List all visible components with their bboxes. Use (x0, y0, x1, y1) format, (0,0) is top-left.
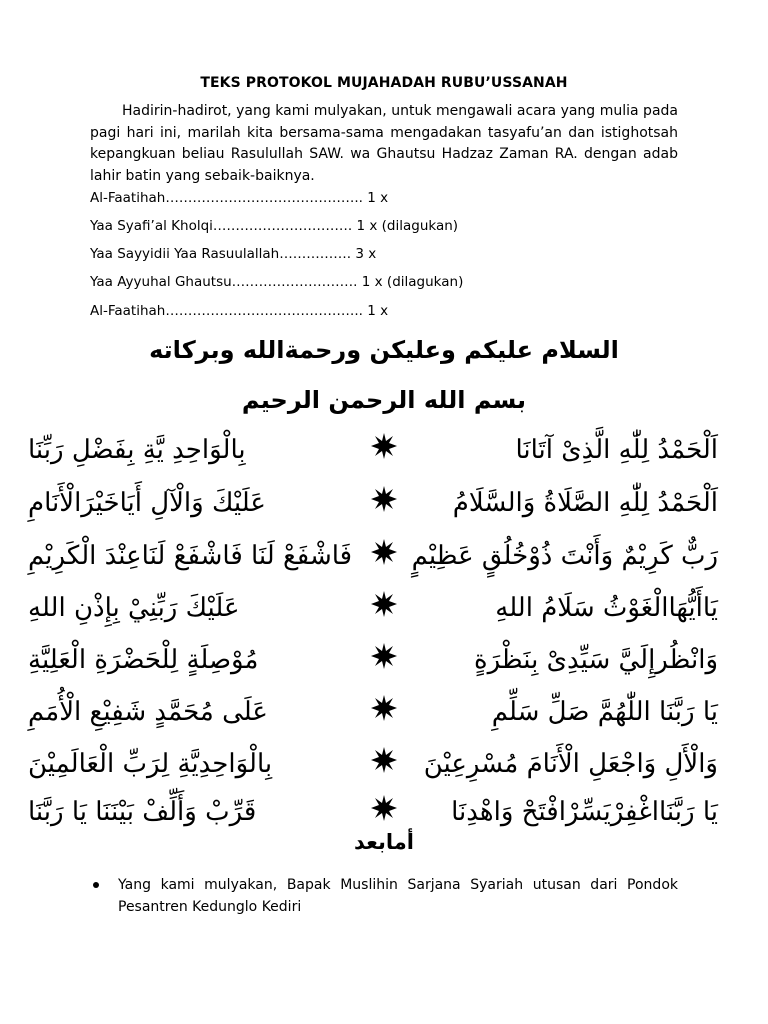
list-item: Yaa Syafi’al Kholqi…………………………. 1 x (dilagukan) (90, 218, 459, 234)
list-item: Al-Faatihah…………………………………….. 1 x (90, 303, 389, 319)
verse-first-half: اَلْحَمْدُ لِلّٰهِ الصَّلَاةُ وَالسَّلَامُ (452, 488, 718, 518)
verse-first-half: وَالْأَلِ وَاجْعَلِ الْأَنَامَ مُسْرِعِيْنَ (423, 749, 718, 779)
star-icon (370, 642, 398, 670)
verse-second-half: فَاشْفَعْ لَنَا فَاشْفَعْ لَنَاعِنْدَ الْكَرِيْمِ (28, 541, 353, 571)
basmala-heading: بسم الله الرحمن الرحيم (241, 386, 527, 414)
verse-row (28, 534, 718, 588)
verse-first-half: يَاأَيُّهَاالْغَوْثُ سَلَامُ اللهِ (495, 593, 718, 623)
list-item: Yaa Sayyidii Yaa Rasuulallah……………. 3 x (90, 246, 377, 262)
star-icon (370, 694, 398, 722)
star-icon (370, 485, 398, 513)
verse-first-half: اَلْحَمْدُ لِلّٰهِ الَّذِىْ آتَانَا (515, 435, 718, 465)
verse-second-half: بِالْوَاحِدِ يَّةِ بِفَضْلِ رَبِّنَا (28, 435, 246, 465)
verse-row (28, 428, 718, 482)
verse-row (28, 690, 718, 744)
star-icon (370, 432, 398, 460)
star-icon (370, 590, 398, 618)
bullet-text: Yang kami mulyakan, Bapak Muslihin Sarjana Syariah utusan dari Pondok Pesantren Kedunglo Kediri (118, 877, 678, 915)
bullet-icon (93, 882, 99, 888)
ammaba-heading: أمابعد (354, 830, 414, 854)
verse-row (28, 481, 718, 535)
document-title: TEKS PROTOKOL MUJAHADAH RUBU’USSANAH (200, 75, 568, 91)
salam-heading: السلام عليكم وعليكن ورحمةالله وبركاته (149, 336, 619, 364)
star-icon (370, 746, 398, 774)
star-icon (370, 538, 398, 566)
verse-first-half: رَبٌّ كَرِيْمٌ وَأَنْتَ ذُوْخُلُقٍ عَظِيْمٍ (411, 541, 718, 571)
verse-second-half: عَلَيْكَ وَالْآلِ أَيَاخَيْرَالْأَنَامِ (28, 488, 266, 518)
verse-second-half: مُوْصِلَةٍ لِلْحَضْرَةِ الْعَلِيَّةِ (28, 645, 259, 675)
list-item: Al-Faatihah…………………………………….. 1 x (90, 190, 389, 206)
intro-paragraph: Hadirin-hadirot, yang kami mulyakan, untuk mengawali acara yang mulia pada pagi hari ini, marilah kita bersama-sama mengadakan tasyafu’an dan istighotsah kepangkuan beliau Rasulullah SAW. wa Ghautsu Hadzaz Zaman RA. dengan adab lahir batin yang sebaik-baiknya. (90, 103, 678, 184)
verse-second-half: بِالْوَاحِدِيَّةِ لِرَبِّ الْعَالَمِيْنَ (28, 749, 273, 779)
star-icon (370, 794, 398, 822)
verse-second-half: عَلَيْكَ رَبِّنِيْ بِإِذْنِ اللهِ (28, 593, 240, 623)
verse-row (28, 742, 718, 796)
verse-first-half: يَا رَبَّنَا اللّٰهُمَّ صَلِّ سَلِّمِ (491, 697, 718, 727)
list-item: Yaa Ayyuhal Ghautsu………………………. 1 x (dilagukan) (90, 274, 464, 290)
verse-second-half: قَرِّبْ وَأَلِّفْ بَيْنَنَا يَا رَبَّنَا (28, 797, 257, 827)
verse-row (28, 586, 718, 640)
verse-first-half: وَانْظُرإِلَيَّ سَيِّدِىْ بِنَظْرَةٍ (473, 645, 718, 675)
verse-row (28, 638, 718, 692)
verse-second-half: عَلَى مُحَمَّدٍ شَفِيْعِ الْأُمَمِ (28, 697, 268, 727)
verse-first-half: يَا رَبَّنَااغْفِرْيَسِّرْافْتَحْ وَاهْدِنَا (451, 797, 718, 827)
